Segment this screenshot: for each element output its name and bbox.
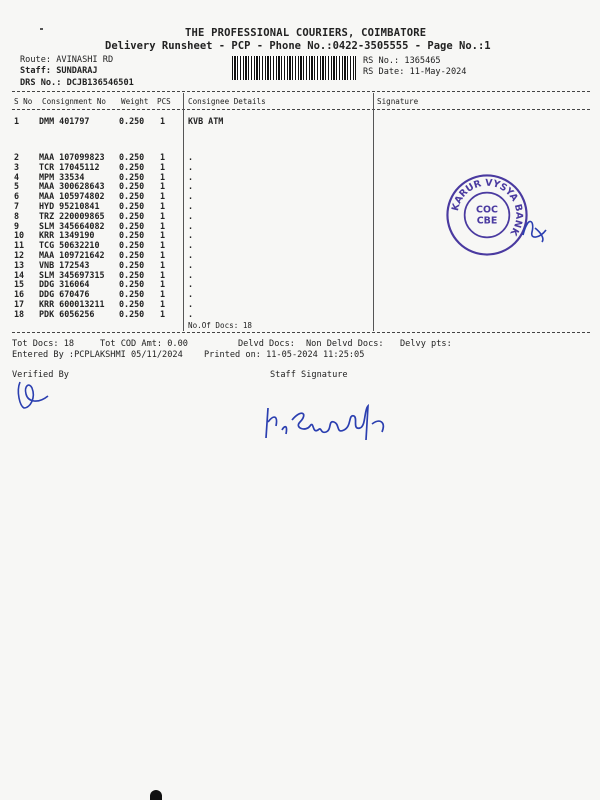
row-weight: 0.250 [119, 201, 145, 211]
delvd-docs: Delvd Docs: [238, 339, 295, 349]
row-consignee-details: . [188, 230, 194, 241]
row-weight: 0.250 [119, 230, 145, 241]
col-signature: Signature [377, 97, 419, 106]
row-consignee-details: . [188, 289, 194, 300]
row-sno: 15 [14, 279, 25, 290]
delvy-pts: Delvy pts: [400, 339, 452, 349]
table-bottom-rule [12, 332, 590, 333]
signature-column-divider [373, 93, 374, 331]
row-pcs: 1 [160, 191, 166, 202]
row-consignee-details: . [188, 152, 194, 162]
row-consignment-no: TCR 17045112 [39, 161, 100, 172]
row-consignment-no: TCG 50632210 [39, 240, 100, 251]
barcode-image [232, 56, 356, 80]
col-consignee-details: Consignee Details [188, 97, 266, 106]
row-pcs: 1 [160, 240, 166, 251]
scan-speck [40, 28, 43, 30]
scan-blot [150, 790, 162, 800]
row-consignment-no: MAA 109721642 [39, 250, 105, 260]
stamp-ring-text: KARUR VYSYA BANK [450, 177, 525, 238]
verified-by-label: Verified By [12, 370, 69, 380]
row-sno: 11 [14, 240, 25, 251]
drs-number: DRS No.: DCJB136546501 [20, 78, 134, 88]
row-consignment-no: DDG 316064 [39, 279, 90, 290]
row-sno: 2 [14, 152, 20, 162]
stamp-center-line2: CBE [476, 215, 498, 227]
row-sno: 7 [14, 201, 20, 211]
row-weight: 0.250 [119, 289, 145, 300]
row-sno: 3 [14, 161, 20, 172]
row-consignee-details: . [188, 161, 194, 172]
row-consignment-no: PDK 6056256 [39, 308, 95, 319]
col-weight: Weight [121, 97, 149, 106]
row-sno: 14 [14, 269, 25, 280]
table-header-rule [12, 109, 590, 110]
row-weight: 0.250 [119, 308, 145, 319]
row-consignee-details: . [188, 250, 194, 260]
row-pcs: 1 [160, 220, 166, 231]
row-consignee-details: KVB ATM [188, 116, 224, 126]
tot-docs: Tot Docs: 18 [12, 339, 75, 349]
row-weight: 0.250 [119, 116, 145, 126]
row-weight: 0.250 [119, 279, 145, 290]
row-weight: 0.250 [119, 171, 145, 182]
row-pcs: 1 [160, 181, 166, 192]
row-consignment-no: MAA 107099823 [39, 152, 105, 162]
non-delvd-docs: Non Delvd Docs: [306, 339, 384, 349]
row-consignment-no: KRR 600013211 [39, 299, 105, 309]
row-sno: 17 [14, 299, 25, 309]
tot-cod-amt: Tot COD Amt: 0.00 [100, 339, 188, 349]
row-sno: 8 [14, 210, 20, 221]
row-pcs: 1 [160, 230, 166, 241]
col-pcs: PCS [157, 97, 171, 106]
row-pcs: 1 [160, 269, 166, 280]
row-weight: 0.250 [119, 259, 145, 270]
row-weight: 0.250 [119, 269, 145, 280]
row-pcs: 1 [160, 250, 166, 260]
row-consignee-details: . [188, 181, 194, 192]
bank-stamp [444, 172, 530, 258]
route-label: Route: AVINASHI RD [20, 55, 114, 65]
row-weight: 0.250 [119, 152, 145, 162]
row-sno: 9 [14, 220, 20, 231]
row-consignee-details: . [188, 240, 194, 251]
row-pcs: 1 [160, 308, 166, 319]
row-weight: 0.250 [119, 299, 145, 309]
row-pcs: 1 [160, 279, 166, 290]
staff-label: Staff: SUNDARAJ [20, 66, 98, 76]
row-sno: 16 [14, 289, 25, 300]
entered-by: Entered By :PCPLAKSHMI 05/11/2024 [12, 350, 183, 360]
row-consignee-details: . [188, 269, 194, 280]
stamp-initial-signature [520, 210, 550, 245]
row-consignee-details: . [188, 220, 194, 231]
row-consignment-no: MAA 105974802 [39, 191, 105, 202]
row-weight: 0.250 [119, 240, 145, 251]
staff-signature-label: Staff Signature [270, 370, 348, 380]
row-sno: 13 [14, 259, 25, 270]
row-consignee-details: . [188, 210, 194, 221]
row-sno: 5 [14, 181, 20, 192]
row-pcs: 1 [160, 299, 166, 309]
row-sno: 1 [14, 116, 20, 126]
row-sno: 18 [14, 308, 25, 319]
row-consignee-details: . [188, 259, 194, 270]
row-pcs: 1 [160, 152, 166, 162]
details-column-divider [183, 93, 184, 331]
row-weight: 0.250 [119, 220, 145, 231]
row-pcs: 1 [160, 171, 166, 182]
rs-number: RS No.: 1365465 [363, 56, 441, 66]
row-consignee-details: . [188, 171, 194, 182]
row-pcs: 1 [160, 201, 166, 211]
company-title: THE PROFESSIONAL COURIERS, COIMBATORE [185, 27, 427, 39]
row-consignment-no: DMM 401797 [39, 116, 90, 126]
rs-date: RS Date: 11-May-2024 [363, 67, 467, 77]
table-top-rule [12, 91, 590, 92]
runsheet-subtitle: Delivery Runsheet - PCP - Phone No.:0422-3505555 - Page No.:1 [105, 40, 491, 52]
row-consignment-no: SLM 345664082 [39, 220, 105, 231]
no-of-docs: No.Of Docs: 18 [188, 321, 253, 330]
row-consignment-no: MAA 300628643 [39, 181, 105, 192]
row-sno: 12 [14, 250, 25, 260]
printed-on: Printed on: 11-05-2024 11:25:05 [204, 350, 365, 360]
row-pcs: 1 [160, 161, 166, 172]
row-consignee-details: . [188, 299, 194, 309]
row-consignment-no: DDG 670476 [39, 289, 90, 300]
row-consignment-no: VNB 172543 [39, 259, 90, 270]
row-consignment-no: TRZ 220009865 [39, 210, 105, 221]
col-consignment: Consignment No [42, 97, 107, 106]
row-sno: 6 [14, 191, 20, 202]
row-consignment-no: HYD 95210841 [39, 201, 100, 211]
row-pcs: 1 [160, 116, 166, 126]
row-consignee-details: . [188, 308, 194, 319]
row-sno: 10 [14, 230, 25, 241]
stamp-center-line1: COC [476, 204, 498, 216]
row-pcs: 1 [160, 289, 166, 300]
row-consignee-details: . [188, 201, 194, 211]
row-sno: 4 [14, 171, 20, 182]
row-consignment-no: KRR 1349190 [39, 230, 95, 241]
row-pcs: 1 [160, 259, 166, 270]
row-weight: 0.250 [119, 181, 145, 192]
verifier-signature [14, 378, 54, 412]
row-consignment-no: MPM 33534 [39, 171, 85, 182]
row-weight: 0.250 [119, 250, 145, 260]
col-sno: S No [14, 97, 33, 106]
row-consignee-details: . [188, 279, 194, 290]
row-weight: 0.250 [119, 191, 145, 202]
row-weight: 0.250 [119, 210, 145, 221]
row-consignee-details: . [188, 191, 194, 202]
row-pcs: 1 [160, 210, 166, 221]
row-weight: 0.250 [119, 161, 145, 172]
row-consignment-no: SLM 345697315 [39, 269, 105, 280]
staff-signature [262, 400, 402, 445]
